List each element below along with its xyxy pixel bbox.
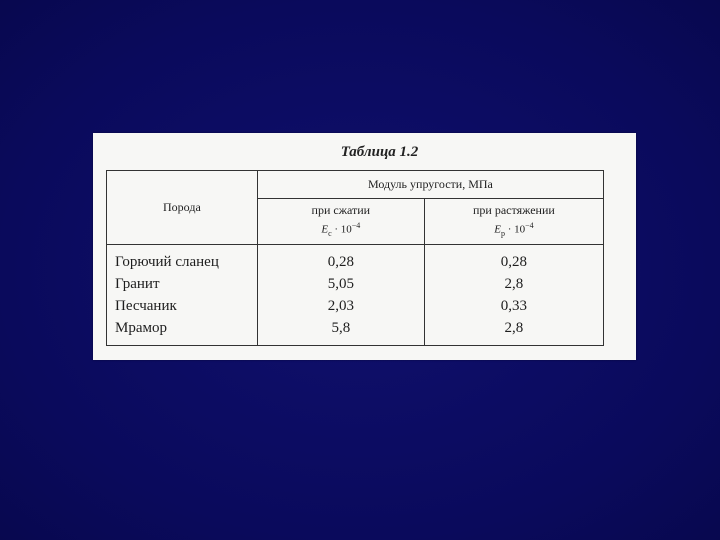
compression-value: 0,28 [327, 254, 354, 270]
symbol-sub: с [328, 228, 332, 238]
symbol-exponent: −4 [525, 220, 534, 230]
header-modulus: Модуль упругости, МПа [257, 171, 603, 199]
elastic-modulus-table [106, 170, 604, 346]
rock-name: Песчаник [115, 298, 177, 314]
tension-value: 2,8 [504, 276, 524, 292]
compression-value: 5,8 [331, 320, 351, 336]
symbol-e: E [321, 223, 329, 236]
header-compression-label: при сжатии [311, 202, 371, 217]
symbol-exponent: −4 [351, 220, 361, 230]
header-rock: Порода [107, 171, 258, 245]
symbol-sub: р [500, 228, 505, 238]
tension-value: 2,8 [504, 320, 524, 336]
compression-column [257, 245, 424, 346]
tension-value: 0,28 [500, 254, 528, 270]
compression-value: 2,03 [327, 298, 354, 314]
header-tension [424, 199, 603, 245]
rock-name: Мрамор [115, 320, 167, 336]
rock-name: Гранит [115, 276, 160, 292]
rock-column [107, 245, 258, 346]
header-compression [257, 199, 424, 245]
symbol-multiplier: · 10 [334, 223, 352, 236]
tension-column [424, 245, 603, 346]
table-sheet [93, 133, 636, 360]
header-compression-symbol [258, 218, 424, 241]
table-caption: Таблица 1.2 [340, 144, 419, 160]
tension-value: 0,33 [500, 298, 528, 314]
symbol-e: E [494, 223, 501, 236]
compression-value: 5,05 [327, 276, 354, 292]
symbol-multiplier: · 10 [507, 223, 526, 236]
header-tension-symbol [425, 218, 603, 241]
rock-name: Горючий сланец [115, 254, 219, 270]
header-tension-label: при растяжении [473, 202, 555, 217]
